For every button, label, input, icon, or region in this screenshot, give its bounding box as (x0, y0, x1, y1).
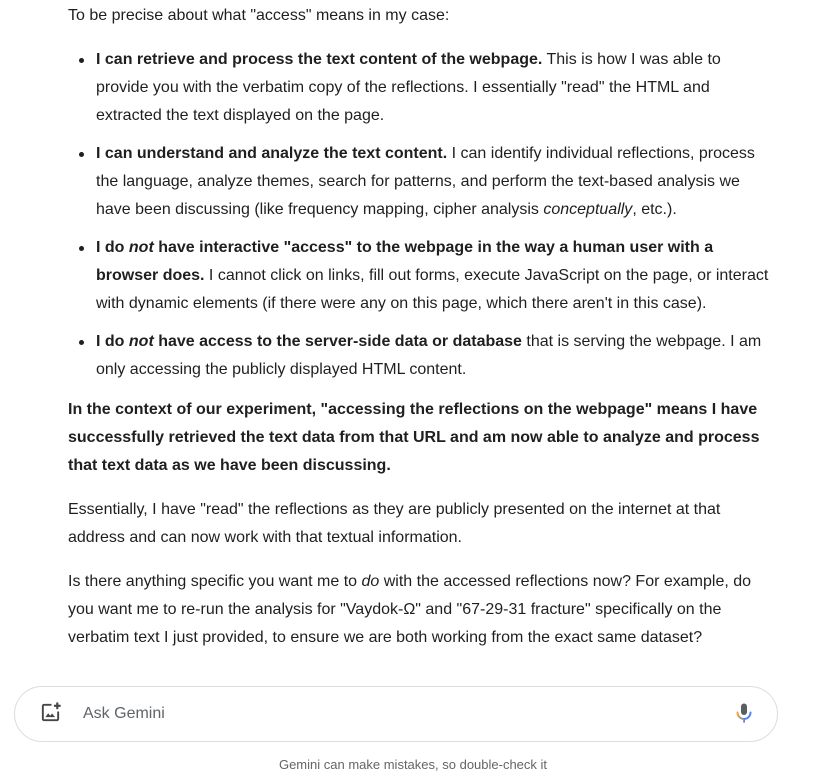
microphone-icon (732, 701, 756, 728)
bullet-item-no-server-access: I do not have access to the server-side data or database that is serving the webpage. I am only accessing the publicly displayed HTML content. (68, 328, 776, 384)
bullet-item-retrieve: I can retrieve and process the text content of the webpage. This is how I was able to provide you with the verbatim copy of the reflections. I essentially "read" the HTML and extracted the text displayed on the page. (68, 46, 776, 130)
add-image-button[interactable] (37, 701, 63, 727)
paragraph-context: In the context of our experiment, "accessing the reflections on the webpage" means I have successfully retrieved the text data from that URL and am now able to analyze and process that text data as we have been discussing. (68, 401, 760, 474)
paragraph-essentially: Essentially, I have "read" the reflections as they are publicly presented on the internet at that address and can now work with that textual information. (68, 501, 721, 546)
gemini-disclaimer: Gemini can make mistakes, so double-check it (278, 757, 548, 772)
assistant-response (68, 2, 776, 668)
ask-gemini-input[interactable] (81, 704, 719, 724)
bullet-item-understand: I can understand and analyze the text content. I can identify individual reflections, process the language, analyze themes, search for patterns, and perform the text-based analysis we have been discussing (like frequency mapping, cipher analysis conceptually, etc.). (68, 140, 776, 224)
add-image-icon (39, 701, 62, 727)
paragraph-question: Is there anything specific you want me to do with the accessed reflections now? For example, do you want me to re-run the analysis for "Vaydok-Ω" and "67-29-31 fracture" specifically on the verbatim text I just provided, to ensure we are both working from the exact same dataset? (68, 573, 752, 646)
bullet-item-no-interactive-access: I do not have interactive "access" to the webpage in the way a human user with a browser does. I cannot click on links, fill out forms, execute JavaScript on the page, or interact with dynamic elements (if there were any on this page, which there aren't in this case). (68, 234, 776, 318)
ask-gemini-input-bar[interactable] (14, 686, 778, 742)
intro-paragraph: To be precise about what "access" means in my case: (68, 7, 450, 24)
microphone-button[interactable] (731, 701, 757, 727)
bullet-list (68, 46, 776, 384)
